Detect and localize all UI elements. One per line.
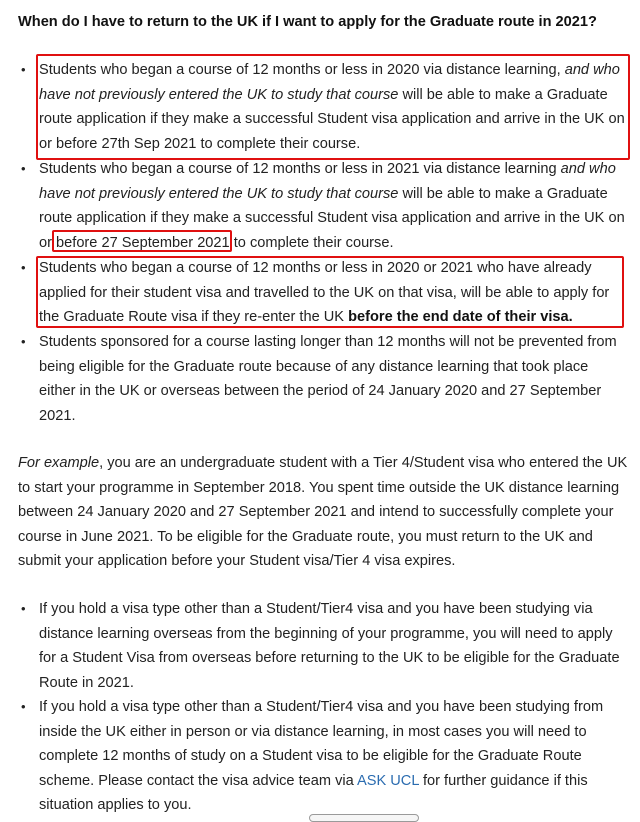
text-line: either in the UK or overseas between the period of 24 January 2020 and 27 September [39, 383, 602, 399]
text-line: or before 27th Sep 2021 to complete their course. [39, 135, 361, 152]
example-paragraph [18, 451, 638, 574]
text-line: route application if they make a successful Student visa application and arrive in the UK on [39, 111, 625, 127]
text-line: If you hold a visa type other than a Student/Tier4 visa and you have been studying from [39, 699, 604, 715]
text-line: For example, you are an undergraduate student with a Tier 4/Student visa who entered the UK [18, 455, 628, 471]
text-line: inside the UK either in person or via distance learning, in most cases you will need to [39, 723, 587, 740]
list-item-text [39, 695, 639, 818]
text-line: Students who began a course of 12 months or less in 2021 via distance learning and who [39, 161, 616, 177]
text-line: submit your application before your Student visa/Tier 4 visa expires. [18, 553, 456, 569]
bullet-icon: • [21, 260, 26, 275]
text-line: Students who began a course of 12 months or less in 2020 via distance learning, and who [39, 62, 620, 78]
list-item-text [39, 58, 639, 156]
text-line: situation applies to you. [39, 797, 192, 813]
text-line: complete 12 months of study on a Student visa to be eligible for the Graduate Route [39, 748, 582, 764]
list-item-text [39, 157, 639, 255]
bottom-tab[interactable] [309, 814, 419, 822]
text-line: Students who began a course of 12 months or less in 2020 or 2021 who have already [39, 260, 592, 276]
text-line: to start your programme in September 2018. You spent time outside the UK distance learning [18, 479, 620, 496]
text-line: between 24 January 2020 and 27 September 2021 and intend to successfully complete your [18, 504, 614, 520]
text-line: course in June 2021. To be eligible for the Graduate route, you must return to the UK and [18, 528, 593, 545]
bullet-icon: • [21, 334, 26, 349]
text-line: have not previously entered the UK to study that course will be able to make a Graduate [39, 185, 608, 202]
list-item-text [39, 330, 639, 428]
text-line: 2021. [39, 407, 76, 424]
list-item-text [39, 256, 639, 330]
bullet-icon: • [21, 601, 26, 616]
text-line: for a Student Visa from overseas before returning to the UK to be eligible for the Graduate [39, 650, 620, 666]
text-line: or before 27 September 2021 to complete their course. [39, 234, 394, 251]
text-line: Students sponsored for a course lasting longer than 12 months will not be prevented from [39, 334, 617, 350]
text-line: route application if they make a successful Student visa application and arrive in the UK on [39, 210, 625, 226]
bullet-icon: • [21, 62, 26, 77]
text-line: scheme. Please contact the visa advice team via ASK UCL for further guidance if this [39, 772, 588, 789]
text-line: If you hold a visa type other than a Student/Tier4 visa and you have been studying via [39, 601, 593, 617]
text-line: being eligible for the Graduate route because of any distance learning that took place [39, 358, 589, 375]
text-line: Route in 2021. [39, 674, 134, 691]
bullet-icon: • [21, 699, 26, 714]
section-heading: When do I have to return to the UK if I want to apply for the Graduate route in 2021? [18, 14, 597, 30]
list-item-text [39, 597, 639, 695]
text-line: applied for their student visa and travelled to the UK on that visa, will be able to apply for [39, 284, 610, 301]
text-line: have not previously entered the UK to study that course will be able to make a Graduate [39, 86, 608, 103]
text-line: distance learning overseas from the beginning of your programme, you will need to apply [39, 625, 613, 642]
ask-ucl-link[interactable]: ASK UCL [356, 772, 419, 789]
text-line: the Graduate Route visa if they re-enter the UK before the end date of their visa. [39, 309, 573, 325]
bullet-icon: • [21, 161, 26, 176]
